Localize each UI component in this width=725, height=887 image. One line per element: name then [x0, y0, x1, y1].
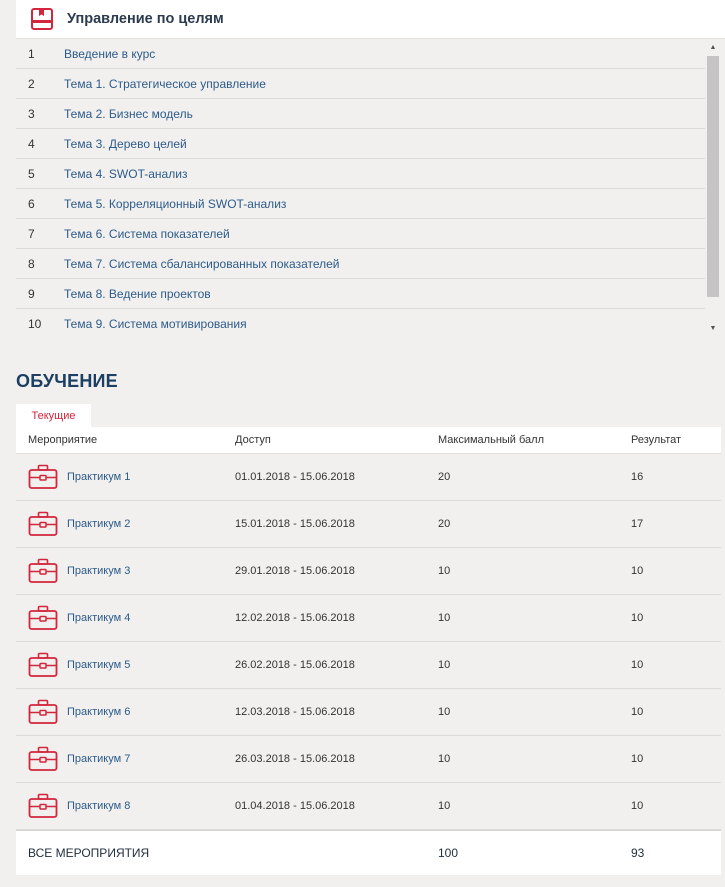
- topic-number: 2: [28, 76, 35, 91]
- max-score-cell: 10: [438, 706, 451, 718]
- event-link[interactable]: Практикум 1: [67, 471, 131, 483]
- event-link[interactable]: Практикум 6: [67, 706, 131, 718]
- topic-row[interactable]: [16, 69, 705, 99]
- event-link[interactable]: Практикум 3: [67, 565, 131, 577]
- topic-number: 3: [28, 106, 35, 121]
- column-header-access: Доступ: [235, 434, 271, 446]
- topic-link[interactable]: Тема 7. Система сбалансированных показателей: [64, 256, 340, 271]
- topic-row[interactable]: [16, 309, 705, 336]
- table-total-row: [16, 830, 721, 875]
- max-score-cell: 10: [438, 800, 451, 812]
- topic-row[interactable]: [16, 249, 705, 279]
- topic-row[interactable]: [16, 39, 705, 69]
- column-header-result: Результат: [631, 434, 682, 446]
- max-score-cell: 10: [438, 659, 451, 671]
- event-cell: [16, 463, 226, 491]
- table-header: [16, 427, 721, 454]
- topic-row[interactable]: [16, 129, 705, 159]
- briefcase-icon: [28, 792, 58, 820]
- topic-row[interactable]: [16, 189, 705, 219]
- course-panel: [16, 0, 725, 336]
- event-cell: [16, 792, 226, 820]
- access-cell: 26.03.2018 - 15.06.2018: [235, 753, 355, 765]
- event-link[interactable]: Практикум 8: [67, 800, 131, 812]
- table-row: [16, 736, 721, 783]
- topic-link[interactable]: Тема 2. Бизнес модель: [64, 106, 193, 121]
- events-table: [16, 427, 721, 875]
- total-label: ВСЕ МЕРОПРИЯТИЯ: [28, 846, 150, 860]
- table-row: [16, 642, 721, 689]
- topic-number: 8: [28, 256, 35, 271]
- total-max-score: 100: [438, 846, 459, 860]
- briefcase-icon: [28, 557, 58, 585]
- event-link[interactable]: Практикум 4: [67, 612, 131, 624]
- topic-row[interactable]: [16, 99, 705, 129]
- access-cell: 12.02.2018 - 15.06.2018: [235, 612, 355, 624]
- course-title: Управление по целям: [67, 11, 224, 27]
- topic-number: 1: [28, 46, 35, 61]
- result-cell: 10: [631, 659, 644, 671]
- event-cell: [16, 651, 226, 679]
- briefcase-icon: [28, 604, 58, 632]
- topic-link[interactable]: Тема 3. Дерево целей: [64, 136, 187, 151]
- table-row: [16, 501, 721, 548]
- table-row: [16, 595, 721, 642]
- result-cell: 10: [631, 612, 644, 624]
- event-link[interactable]: Практикум 7: [67, 753, 131, 765]
- topic-link[interactable]: Тема 8. Ведение проектов: [64, 286, 211, 301]
- topics-scrollbar[interactable]: [705, 39, 721, 336]
- max-score-cell: 20: [438, 471, 451, 483]
- result-cell: 10: [631, 706, 644, 718]
- topic-number: 5: [28, 166, 35, 181]
- event-link[interactable]: Практикум 2: [67, 518, 131, 530]
- result-cell: 17: [631, 518, 644, 530]
- topic-row[interactable]: [16, 279, 705, 309]
- briefcase-icon: [28, 463, 58, 491]
- topic-link[interactable]: Тема 6. Система показателей: [64, 226, 230, 241]
- topic-link[interactable]: Тема 1. Стратегическое управление: [64, 76, 266, 91]
- training-section-title: ОБУЧЕНИЕ: [16, 371, 118, 391]
- access-cell: 01.01.2018 - 15.06.2018: [235, 471, 355, 483]
- event-cell: [16, 745, 226, 773]
- event-cell: [16, 557, 226, 585]
- topic-link[interactable]: Тема 9. Система мотивирования: [64, 316, 247, 331]
- access-cell: 12.03.2018 - 15.06.2018: [235, 706, 355, 718]
- event-cell: [16, 510, 226, 538]
- column-header-event: Мероприятие: [28, 434, 98, 446]
- access-cell: 01.04.2018 - 15.06.2018: [235, 800, 355, 812]
- result-cell: 10: [631, 565, 644, 577]
- topic-link[interactable]: Введение в курс: [64, 46, 156, 61]
- briefcase-icon: [28, 510, 58, 538]
- event-cell: [16, 604, 226, 632]
- max-score-cell: 10: [438, 565, 451, 577]
- topic-number: 9: [28, 286, 35, 301]
- access-cell: 26.02.2018 - 15.06.2018: [235, 659, 355, 671]
- topic-number: 4: [28, 136, 35, 151]
- result-cell: 10: [631, 800, 644, 812]
- table-row: [16, 454, 721, 501]
- max-score-cell: 20: [438, 518, 451, 530]
- briefcase-icon: [28, 698, 58, 726]
- briefcase-icon: [28, 651, 58, 679]
- topic-row[interactable]: [16, 159, 705, 189]
- topic-link[interactable]: Тема 4. SWOT-анализ: [64, 166, 188, 181]
- topic-link[interactable]: Тема 5. Корреляционный SWOT-анализ: [64, 196, 287, 211]
- book-icon: [29, 6, 55, 32]
- table-row: [16, 783, 721, 830]
- scroll-up-arrow-icon[interactable]: ▲: [709, 43, 717, 51]
- topic-number: 6: [28, 196, 35, 211]
- course-header: [16, 0, 725, 39]
- topic-row[interactable]: [16, 219, 705, 249]
- access-cell: 15.01.2018 - 15.06.2018: [235, 518, 355, 530]
- topic-number: 7: [28, 226, 35, 241]
- result-cell: 10: [631, 753, 644, 765]
- table-row: [16, 548, 721, 595]
- tab-current[interactable]: Текущие: [16, 404, 91, 428]
- event-link[interactable]: Практикум 5: [67, 659, 131, 671]
- access-cell: 29.01.2018 - 15.06.2018: [235, 565, 355, 577]
- scroll-thumb[interactable]: [707, 56, 719, 297]
- result-cell: 16: [631, 471, 644, 483]
- briefcase-icon: [28, 745, 58, 773]
- total-result: 93: [631, 846, 645, 860]
- table-row: [16, 689, 721, 736]
- topics-list: [16, 39, 705, 336]
- max-score-cell: 10: [438, 612, 451, 624]
- topic-number: 10: [28, 316, 42, 331]
- column-header-max-score: Максимальный балл: [438, 434, 544, 446]
- table-body: [16, 454, 721, 830]
- max-score-cell: 10: [438, 753, 451, 765]
- event-cell: [16, 698, 226, 726]
- scroll-down-arrow-icon[interactable]: ▼: [709, 324, 717, 332]
